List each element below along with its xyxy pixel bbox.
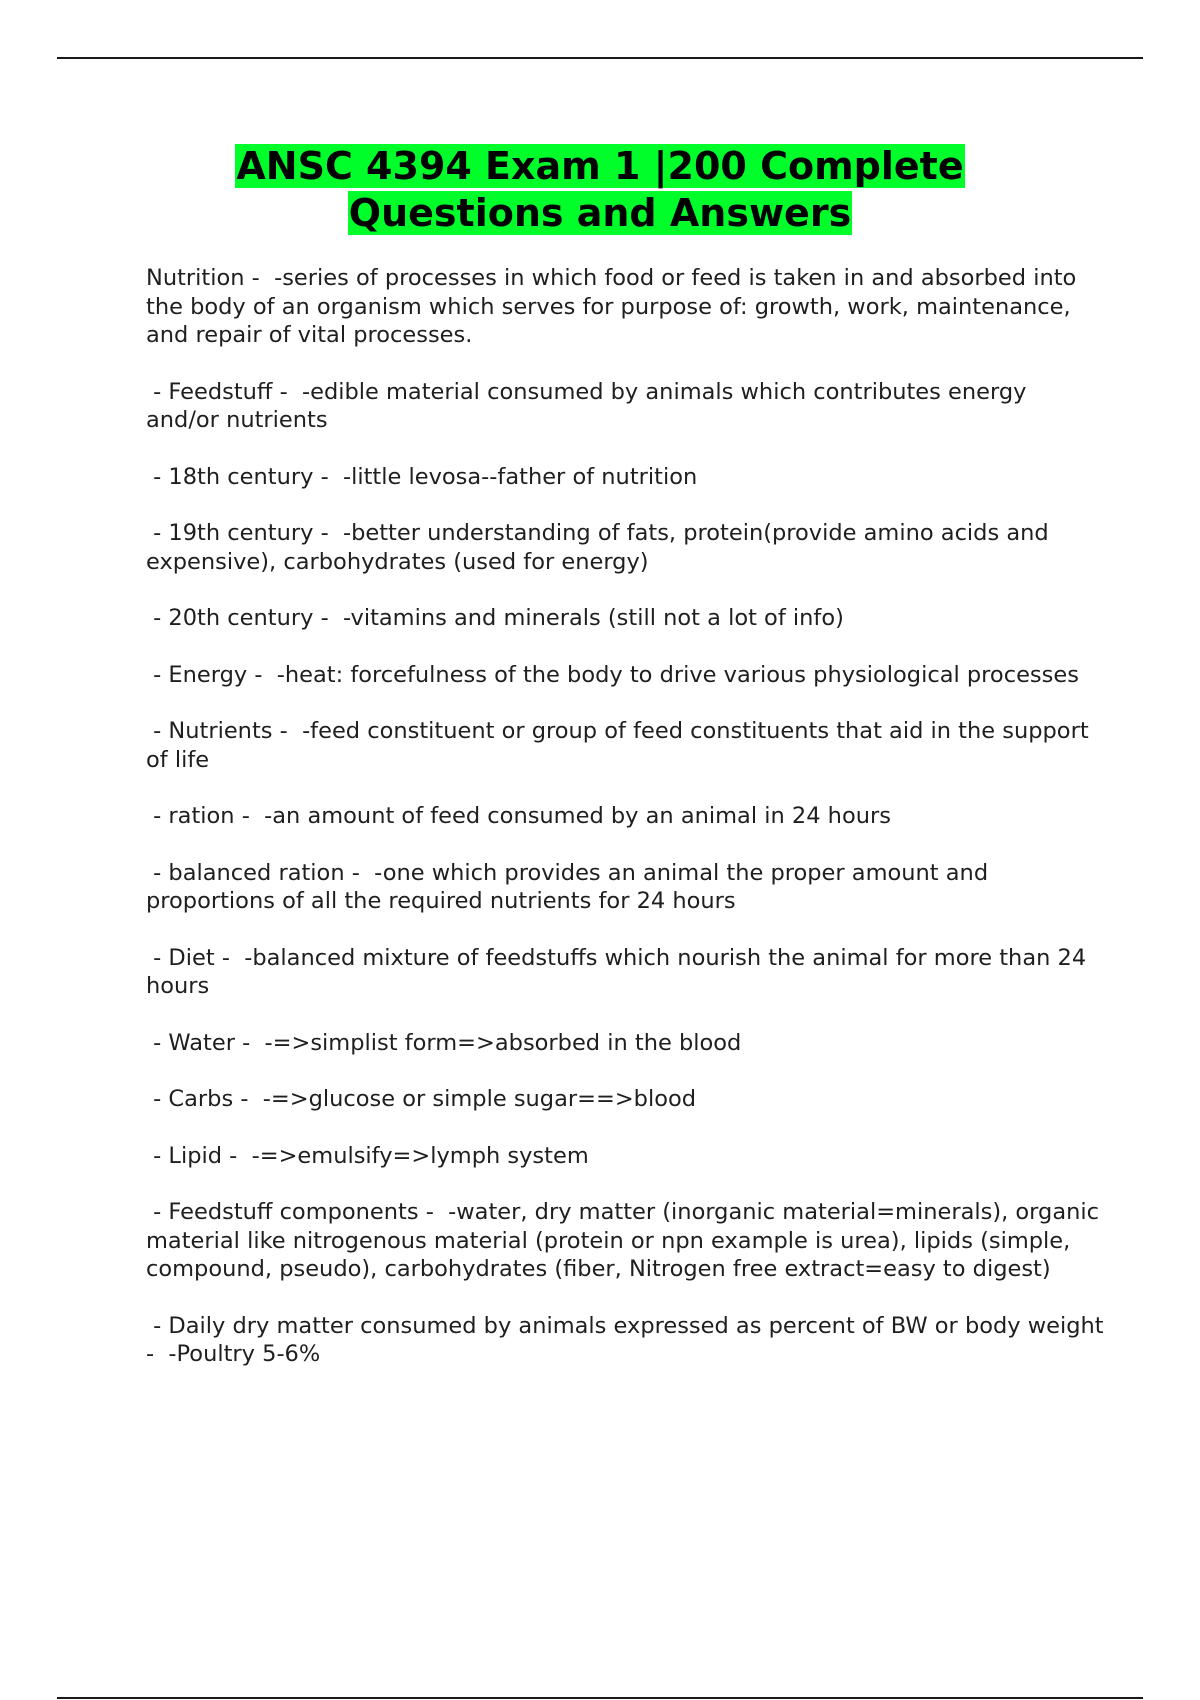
qa-entry: - 19th century - -better understanding of fats, protein(provide amino acids and expensive), carbohydrates (used for energy) xyxy=(146,520,1056,575)
qa-entry: - 20th century - -vitamins and minerals (still not a lot of info) xyxy=(146,605,844,631)
title-line-2: Questions and Answers xyxy=(348,191,852,235)
qa-entry: - Feedstuff - -edible material consumed by animals which contributes energy and/or nutrients xyxy=(146,378,1034,433)
qa-entry: - Energy - -heat: forcefulness of the body to drive various physiological processes xyxy=(146,661,1079,688)
qa-entry: - Nutrients - -feed constituent or group of feed constituents that aid in the support of life xyxy=(146,718,1096,773)
qa-entry: - Lipid - -=>emulsify=>lymph system xyxy=(146,1142,589,1169)
qa-entry: - Water - -=>simplist form=>absorbed in the blood xyxy=(146,1029,742,1056)
qa-entries xyxy=(146,264,1111,1397)
qa-entry: - Carbs - -=>glucose or simple sugar==>blood xyxy=(146,1086,697,1112)
header-rule xyxy=(57,57,1143,59)
footer-rule xyxy=(57,1697,1143,1699)
qa-entry: - Daily dry matter consumed by animals expressed as percent of BW or body weight - -Poultry 5-6% xyxy=(146,1312,1111,1367)
qa-entry: - Feedstuff components - -water, dry matter (inorganic material=minerals), organic material like nitrogenous material (protein or npn example is urea), lipids (simple, compound, pseudo), carbohydrates (fiber, Nitrogen free extract=easy to digest) xyxy=(146,1199,1107,1282)
qa-entry: - Diet - -balanced mixture of feedstuffs which nourish the animal for more than 24 hours xyxy=(146,944,1094,999)
page-title xyxy=(100,143,1100,237)
qa-entry: - 18th century - -little levosa--father of nutrition xyxy=(146,463,698,490)
qa-entry: - balanced ration - -one which provides an animal the proper amount and proportions of all the required nutrients for 24 hours xyxy=(146,859,996,914)
qa-entry: - ration - -an amount of feed consumed by an animal in 24 hours xyxy=(146,803,891,829)
qa-entry: Nutrition - -series of processes in which food or feed is taken in and absorbed into the body of an organism which serves for purpose of: growth, work, maintenance, and repair of vital processes. xyxy=(146,265,1084,348)
title-line-1: ANSC 4394 Exam 1 |200 Complete xyxy=(236,144,964,188)
